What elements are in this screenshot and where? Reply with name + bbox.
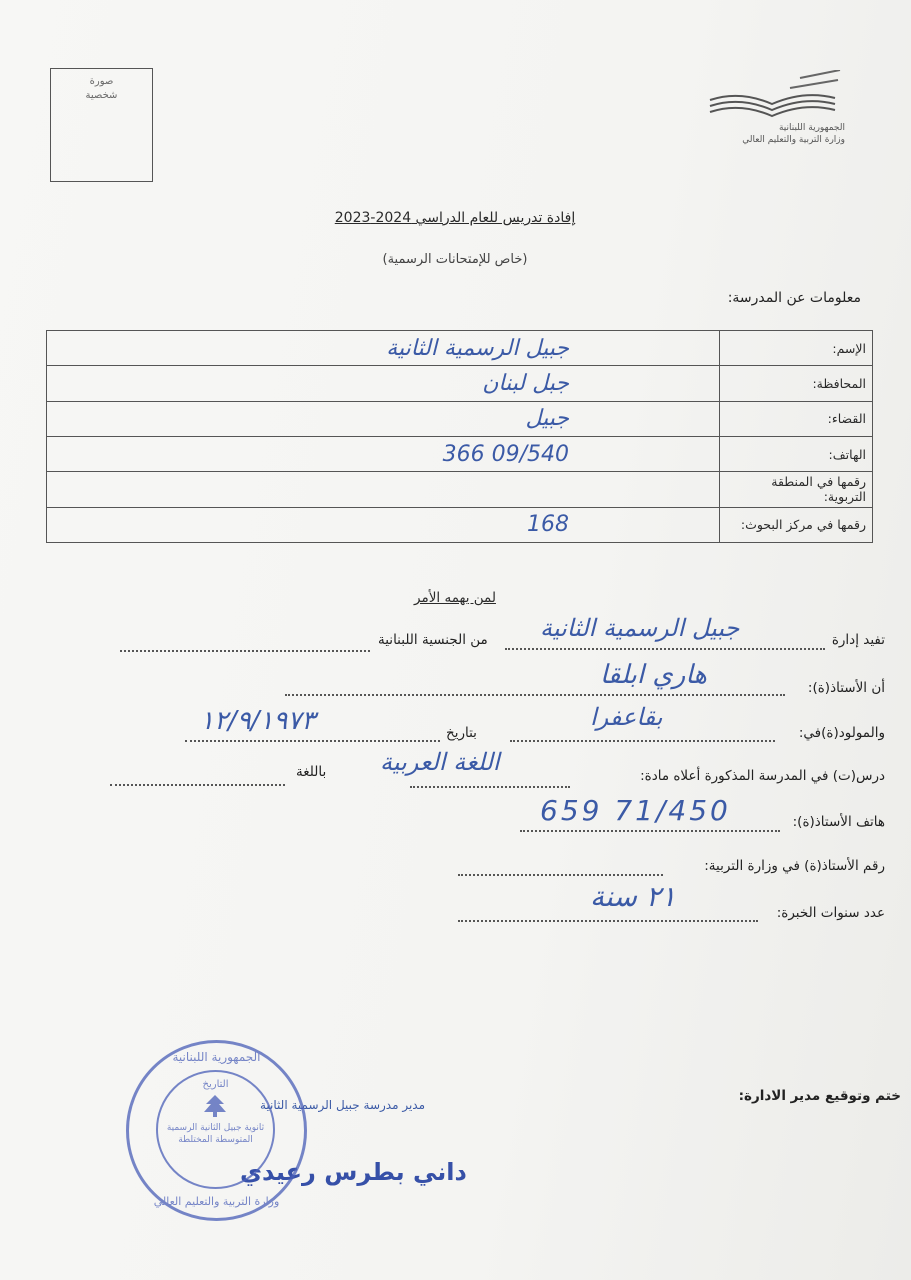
school-table-value: جبل لبنان	[47, 366, 720, 401]
teacher-phone-dots	[520, 830, 780, 832]
ministry-line-2: وزارة التربية والتعليم العالي	[742, 135, 845, 145]
stamp-inner-text: ثانوية جبيل الثانية الرسمية المتوسطة المختلطة	[166, 1123, 265, 1145]
admin-dots-2	[120, 650, 370, 652]
admin-handwritten: جبيل الرسمية الثانية	[540, 614, 740, 642]
ministry-number-label: رقم الأستاذ(ة) في وزارة التربية:	[704, 858, 885, 874]
teacher-handwritten: هاري ابلقا	[600, 660, 707, 690]
school-table-row	[47, 436, 873, 471]
born-dots	[510, 740, 775, 742]
date-dots	[185, 740, 440, 742]
ministry-line-1: الجمهورية اللبنانية	[778, 123, 845, 133]
date-handwritten: ١٢/٩/١٩٧٣	[200, 706, 316, 736]
ministry-logo	[700, 70, 845, 150]
document-title: إفادة تدريس للعام الدراسي 2024-2023	[334, 210, 576, 226]
director-title: مدير مدرسة جبيل الرسمية الثانية	[260, 1098, 426, 1112]
photo-label: صورة شخصية	[85, 76, 118, 101]
school-table-label: الهاتف:	[720, 436, 873, 471]
date-label: بتاريخ	[446, 725, 477, 741]
school-table-label: الإسم:	[720, 331, 873, 366]
school-table-label: رقمها في مركز البحوث:	[720, 507, 873, 542]
school-table-value	[47, 472, 720, 507]
document-subtitle: (خاص للإمتحانات الرسمية)	[382, 252, 528, 267]
signature-label: ختم وتوقيع مدير الادارة:	[738, 1088, 901, 1104]
teacher-label: أن الأستاذ(ة):	[807, 680, 885, 696]
school-table-label: رقمها في المنطقة التربوية:	[720, 472, 873, 507]
school-table-row	[47, 507, 873, 542]
school-table-value: جبيل الرسمية الثانية	[47, 331, 720, 366]
ministry-number-dots	[458, 874, 663, 876]
official-stamp	[126, 1040, 307, 1221]
stamp-bottom-text: وزارة التربية والتعليم العالي	[153, 1195, 280, 1208]
teacher-phone-label: هاتف الأستاذ(ة):	[792, 814, 885, 830]
subject-handwritten: اللغة العربية	[380, 748, 500, 776]
experience-label: عدد سنوات الخبرة:	[776, 905, 885, 921]
to-whom-heading: لمن يهمه الأمر	[414, 590, 496, 606]
subject-dots	[410, 786, 570, 788]
admin-suffix: من الجنسية اللبنانية	[378, 632, 488, 648]
school-table-row	[47, 472, 873, 507]
school-table-row	[47, 331, 873, 366]
school-table-value: 09/540 366	[47, 436, 720, 471]
school-info-table	[46, 330, 873, 543]
subject-label: درس(ت) في المدرسة المذكورة أعلاه مادة:	[640, 768, 885, 784]
school-table-value: جبيل	[47, 401, 720, 436]
born-handwritten: بقاعفرا	[590, 703, 663, 731]
language-dots	[110, 784, 285, 786]
stamp-date-label: التاريخ	[202, 1079, 229, 1090]
stamp-inner-ring	[156, 1070, 275, 1189]
cedar-icon	[202, 1094, 228, 1118]
school-info-heading: معلومات عن المدرسة:	[727, 290, 861, 306]
admin-dots	[505, 648, 825, 650]
experience-dots	[458, 920, 758, 922]
school-table-row	[47, 366, 873, 401]
experience-handwritten: ٢١ سنة	[590, 880, 676, 913]
stamp-outer-text: الجمهورية اللبنانية	[172, 1050, 261, 1064]
school-table-label: المحافظة:	[720, 366, 873, 401]
teacher-dots	[285, 694, 785, 696]
photo-placeholder	[50, 68, 153, 182]
school-table-row	[47, 401, 873, 436]
language-label: باللغة	[296, 764, 327, 780]
ministry-name	[700, 122, 845, 146]
born-label: والمولود(ة)في:	[798, 725, 885, 741]
school-table-label: القضاء:	[720, 401, 873, 436]
school-table-value: 168	[47, 507, 720, 542]
book-logo-icon	[700, 70, 845, 118]
director-name: داني بطرس رعيدي	[240, 1158, 467, 1186]
admin-prefix: تفيد إدارة	[831, 632, 885, 648]
teacher-phone-handwritten: 71/450 659	[540, 794, 731, 827]
